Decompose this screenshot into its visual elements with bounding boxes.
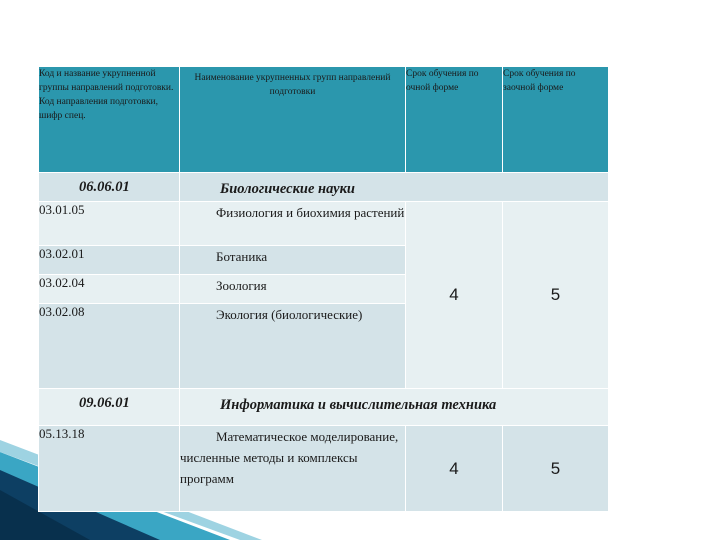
full-time-value: 4 [406,202,503,389]
table-row [39,426,609,512]
row-name: Экология (биологические) [180,304,406,389]
group-name: Информатика и вычислительная техника [180,389,609,426]
full-time-value: 4 [406,426,503,512]
table-header-row [39,67,609,173]
row-code: 03.02.01 [39,246,180,275]
header-name: Наименование укрупненных групп направлений подготовки [180,67,406,173]
group-code: 06.06.01 [39,173,180,202]
group-row [39,389,609,426]
part-time-value: 5 [503,426,609,512]
group-code: 09.06.01 [39,389,180,426]
group-row [39,173,609,202]
header-code: Код и название укрупненной группы направлений подготовки. Код направления подготовки, шифр спец. [39,67,180,173]
row-name: Математическое моделирование, численные методы и комплексы программ [180,426,406,512]
row-code: 05.13.18 [39,426,180,512]
row-name: Физиология и биохимия растений [180,202,406,246]
group-name: Биологические науки [180,173,609,202]
programs-table [38,66,609,512]
header-full-time: Срок обучения по очной форме [406,67,503,173]
row-name: Ботаника [180,246,406,275]
table-row [39,202,609,246]
part-time-value: 5 [503,202,609,389]
row-code: 03.02.08 [39,304,180,389]
row-name: Зоология [180,275,406,304]
row-code: 03.01.05 [39,202,180,246]
row-code: 03.02.04 [39,275,180,304]
header-part-time: Срок обучения по заочной форме [503,67,609,173]
